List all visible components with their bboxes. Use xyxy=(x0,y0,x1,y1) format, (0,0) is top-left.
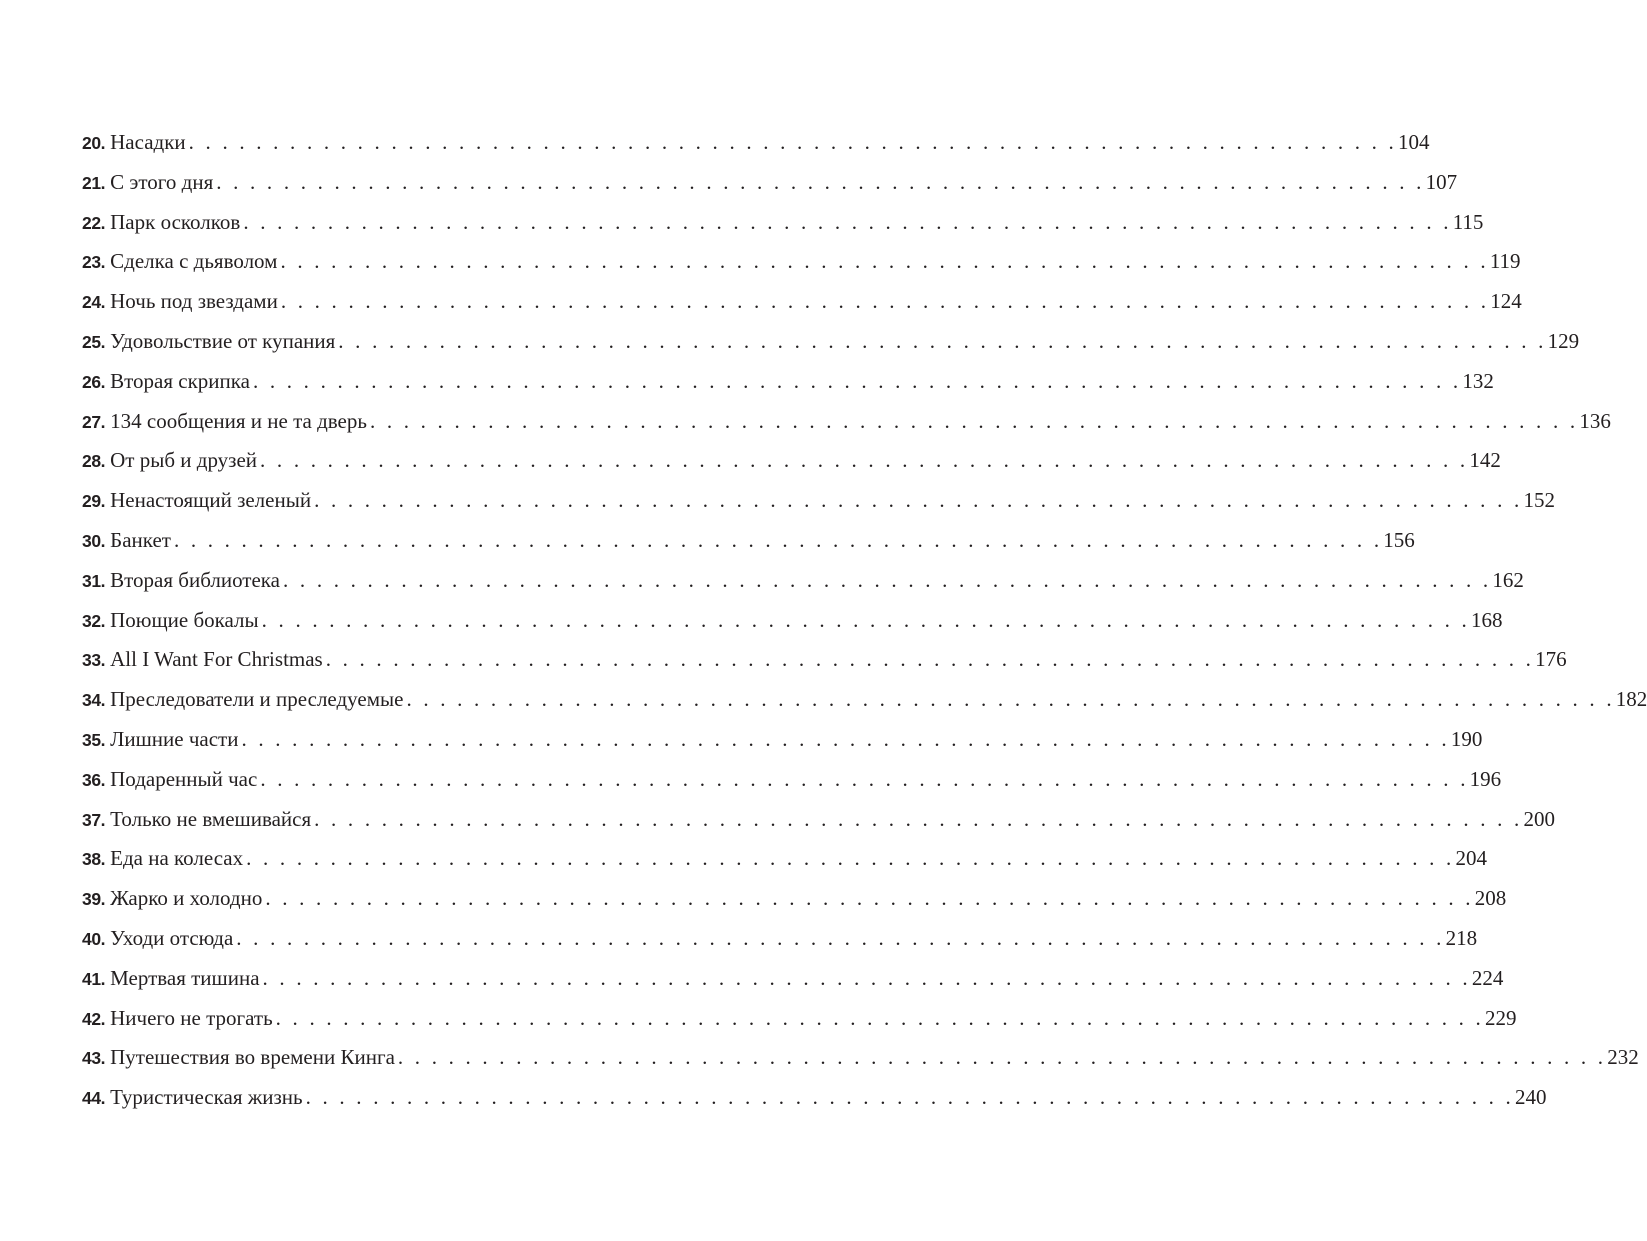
chapter-title: Путешествия во времени Кинга xyxy=(110,1045,395,1070)
page-number: 176 xyxy=(1535,647,1567,672)
toc-entry xyxy=(82,959,1504,999)
chapter-number: 36. xyxy=(82,769,106,790)
chapter-number: 31. xyxy=(82,570,106,591)
chapter-number: 40. xyxy=(82,928,106,949)
chapter-number: 34. xyxy=(82,690,106,711)
page-number: 156 xyxy=(1383,527,1415,552)
toc-entry xyxy=(82,521,1415,561)
chapter-number: 21. xyxy=(82,172,106,193)
dot-leader: . . . . . . . . . . . . . . . . . . . . . . . . . . . . . . . . . . . . . . . . . . . . . . . . . . . . . . . . . . . . . . . . . . . . . . . . xyxy=(260,766,1469,791)
chapter-number: 37. xyxy=(82,809,106,830)
dot-leader: . . . . . . . . . . . . . . . . . . . . . . . . . . . . . . . . . . . . . . . . . . . . . . . . . . . . . . . . . . . . . . . . . . . . . . . . xyxy=(252,368,1462,393)
page-number: 104 xyxy=(1398,130,1430,154)
chapter-title: С этого дня xyxy=(110,169,214,194)
toc-entry xyxy=(82,123,1430,163)
dot-leader: . . . . . . . . . . . . . . . . . . . . . . . . . . . . . . . . . . . . . . . . . . . . . . . . . . . . . . . . . . . . . . . . . . . . . . . . xyxy=(246,846,1455,871)
toc-entry xyxy=(82,640,1567,680)
toc-entry xyxy=(82,203,1484,243)
chapter-title: Мертвая тишина xyxy=(110,965,260,990)
page-number: 182 xyxy=(1615,687,1647,712)
chapter-number: 42. xyxy=(82,1008,106,1029)
page-number: 142 xyxy=(1469,448,1501,473)
chapter-title: Поющие бокалы xyxy=(110,607,259,632)
chapter-number: 41. xyxy=(82,968,106,989)
toc-entry xyxy=(82,322,1580,362)
page-number: 208 xyxy=(1474,886,1507,911)
chapter-title: Только не вмешивайся xyxy=(110,806,312,831)
chapter-title: Насадки xyxy=(110,130,186,154)
page-number: 196 xyxy=(1469,766,1502,791)
toc-entry xyxy=(82,760,1502,800)
chapter-title: Жарко и холодно xyxy=(110,886,263,911)
chapter-number: 39. xyxy=(82,889,106,910)
toc-entry xyxy=(82,163,1458,203)
page-number: 152 xyxy=(1523,488,1555,513)
page-number: 224 xyxy=(1471,965,1504,990)
dot-leader: . . . . . . . . . . . . . . . . . . . . . . . . . . . . . . . . . . . . . . . . . . . . . . . . . . . . . . . . . . . . . . . . . . . . . . . . xyxy=(188,130,1398,154)
dot-leader: . . . . . . . . . . . . . . . . . . . . . . . . . . . . . . . . . . . . . . . . . . . . . . . . . . . . . . . . . . . . . . . . . . . . . . . . xyxy=(406,687,1615,712)
chapter-title: Подаренный час xyxy=(110,766,258,791)
chapter-number: 23. xyxy=(82,252,106,273)
chapter-number: 43. xyxy=(82,1048,106,1069)
page-number: 240 xyxy=(1514,1085,1547,1110)
dot-leader: . . . . . . . . . . . . . . . . . . . . . . . . . . . . . . . . . . . . . . . . . . . . . . . . . . . . . . . . . . . . . . . . . . . . . . . . xyxy=(280,249,1489,274)
page-number: 162 xyxy=(1492,567,1524,592)
chapter-title: Туристическая жизнь xyxy=(110,1085,303,1110)
dot-leader: . . . . . . . . . . . . . . . . . . . . . . . . . . . . . . . . . . . . . . . . . . . . . . . . . . . . . . . . . . . . . . . . . . . . . . . . xyxy=(216,169,1425,194)
dot-leader: . . . . . . . . . . . . . . . . . . . . . . . . . . . . . . . . . . . . . . . . . . . . . . . . . . . . . . . . . . . . . . . . . . . . . . . . xyxy=(261,607,1470,632)
chapter-title: Ненастоящий зеленый xyxy=(110,488,312,513)
chapter-number: 26. xyxy=(82,371,106,392)
dot-leader: . . . . . . . . . . . . . . . . . . . . . . . . . . . . . . . . . . . . . . . . . . . . . . . . . . . . . . . . . . . . . . . . . . . . . . . . xyxy=(325,647,1535,672)
chapter-title: Сделка с дьяволом xyxy=(110,249,278,274)
toc-entry xyxy=(82,561,1524,601)
dot-leader: . . . . . . . . . . . . . . . . . . . . . . . . . . . . . . . . . . . . . . . . . . . . . . . . . . . . . . . . . . . . . . . . . . . . . . . . xyxy=(338,328,1547,353)
chapter-number: 38. xyxy=(82,849,106,870)
chapter-title: Удовольствие от купания xyxy=(110,328,336,353)
page-number: 200 xyxy=(1523,806,1555,831)
chapter-number: 30. xyxy=(82,530,106,551)
chapter-title: 134 сообщения и не та дверь xyxy=(110,408,367,433)
toc-entry xyxy=(82,1038,1639,1078)
toc-entry xyxy=(82,402,1611,442)
dot-leader: . . . . . . . . . . . . . . . . . . . . . . . . . . . . . . . . . . . . . . . . . . . . . . . . . . . . . . . . . . . . . . . . . . . . . . . . xyxy=(369,408,1579,433)
dot-leader: . . . . . . . . . . . . . . . . . . . . . . . . . . . . . . . . . . . . . . . . . . . . . . . . . . . . . . . . . . . . . . . . . . . . . . . . xyxy=(305,1085,1514,1110)
chapter-number: 29. xyxy=(82,491,106,512)
chapter-number: 35. xyxy=(82,729,106,750)
page-number: 229 xyxy=(1485,1005,1517,1030)
chapter-number: 27. xyxy=(82,411,106,432)
page-number: 204 xyxy=(1455,846,1487,871)
chapter-number: 24. xyxy=(82,292,106,313)
toc-entry xyxy=(82,680,1647,720)
dot-leader: . . . . . . . . . . . . . . . . . . . . . . . . . . . . . . . . . . . . . . . . . . . . . . . . . . . . . . . . . . . . . . . . . . . . . . . . xyxy=(265,886,1474,911)
chapter-title: Уходи отсюда xyxy=(110,925,234,950)
page-number: 129 xyxy=(1547,328,1580,353)
chapter-number: 22. xyxy=(82,212,106,233)
chapter-number: 25. xyxy=(82,331,106,352)
dot-leader: . . . . . . . . . . . . . . . . . . . . . . . . . . . . . . . . . . . . . . . . . . . . . . . . . . . . . . . . . . . . . . . . . . . . . . . . xyxy=(280,289,1490,314)
toc-entry xyxy=(82,362,1494,402)
toc-entry xyxy=(82,919,1478,959)
dot-leader: . . . . . . . . . . . . . . . . . . . . . . . . . . . . . . . . . . . . . . . . . . . . . . . . . . . . . . . . . . . . . . . . . . . . . . . . xyxy=(275,1005,1485,1030)
page-number: 232 xyxy=(1607,1045,1639,1070)
toc-entry xyxy=(82,1078,1547,1118)
chapter-number: 20. xyxy=(82,133,106,153)
page-number: 190 xyxy=(1450,726,1483,751)
chapter-number: 32. xyxy=(82,610,106,631)
page-number: 218 xyxy=(1445,925,1478,950)
chapter-number: 44. xyxy=(82,1088,106,1109)
page-number: 168 xyxy=(1471,607,1503,632)
chapter-title: Вторая скрипка xyxy=(110,368,250,393)
dot-leader: . . . . . . . . . . . . . . . . . . . . . . . . . . . . . . . . . . . . . . . . . . . . . . . . . . . . . . . . . . . . . . . . . . . . . . . . xyxy=(173,527,1383,552)
dot-leader: . . . . . . . . . . . . . . . . . . . . . . . . . . . . . . . . . . . . . . . . . . . . . . . . . . . . . . . . . . . . . . . . . . . . . . . . xyxy=(314,488,1523,513)
chapter-title: All I Want For Christmas xyxy=(110,647,323,672)
dot-leader: . . . . . . . . . . . . . . . . . . . . . . . . . . . . . . . . . . . . . . . . . . . . . . . . . . . . . . . . . . . . . . . . . . . . . . . . xyxy=(243,209,1452,234)
toc-entry xyxy=(82,481,1555,521)
page-number: 119 xyxy=(1489,249,1521,274)
toc-entry xyxy=(82,839,1487,879)
toc-entry xyxy=(82,720,1483,760)
dot-leader: . . . . . . . . . . . . . . . . . . . . . . . . . . . . . . . . . . . . . . . . . . . . . . . . . . . . . . . . . . . . . . . . . . . . . . . . xyxy=(314,806,1523,831)
toc-entry xyxy=(82,800,1555,840)
chapter-title: Ночь под звездами xyxy=(110,289,278,314)
dot-leader: . . . . . . . . . . . . . . . . . . . . . . . . . . . . . . . . . . . . . . . . . . . . . . . . . . . . . . . . . . . . . . . . . . . . . . . . xyxy=(397,1045,1607,1070)
page-number: 132 xyxy=(1462,368,1494,393)
chapter-number: 28. xyxy=(82,451,106,472)
chapter-title: Вторая библиотека xyxy=(110,567,281,592)
toc-entry xyxy=(82,242,1521,282)
chapter-title: Парк осколков xyxy=(110,209,241,234)
chapter-number: 33. xyxy=(82,650,106,671)
toc-entry xyxy=(82,879,1507,919)
page-number: 107 xyxy=(1425,169,1458,194)
chapter-title: Банкет xyxy=(110,527,171,552)
toc-entry xyxy=(82,282,1522,322)
page-number: 124 xyxy=(1490,289,1522,314)
toc-entry xyxy=(82,999,1517,1039)
chapter-title: Еда на колесах xyxy=(110,846,244,871)
dot-leader: . . . . . . . . . . . . . . . . . . . . . . . . . . . . . . . . . . . . . . . . . . . . . . . . . . . . . . . . . . . . . . . . . . . . . . . . xyxy=(260,448,1469,473)
dot-leader: . . . . . . . . . . . . . . . . . . . . . . . . . . . . . . . . . . . . . . . . . . . . . . . . . . . . . . . . . . . . . . . . . . . . . . . . xyxy=(241,726,1450,751)
dot-leader: . . . . . . . . . . . . . . . . . . . . . . . . . . . . . . . . . . . . . . . . . . . . . . . . . . . . . . . . . . . . . . . . . . . . . . . . xyxy=(262,965,1471,990)
page-number: 136 xyxy=(1579,408,1611,433)
dot-leader: . . . . . . . . . . . . . . . . . . . . . . . . . . . . . . . . . . . . . . . . . . . . . . . . . . . . . . . . . . . . . . . . . . . . . . . . xyxy=(283,567,1492,592)
toc-entry xyxy=(82,441,1501,481)
page-number: 115 xyxy=(1452,209,1484,234)
chapter-title: Преследователи и преследуемые xyxy=(110,687,404,712)
dot-leader: . . . . . . . . . . . . . . . . . . . . . . . . . . . . . . . . . . . . . . . . . . . . . . . . . . . . . . . . . . . . . . . . . . . . . . . . xyxy=(236,925,1445,950)
toc-entry xyxy=(82,601,1503,641)
chapter-title: Ничего не трогать xyxy=(110,1005,273,1030)
table-of-contents xyxy=(82,123,1647,1118)
chapter-title: Лишние части xyxy=(110,726,239,751)
chapter-title: От рыб и друзей xyxy=(110,448,258,473)
